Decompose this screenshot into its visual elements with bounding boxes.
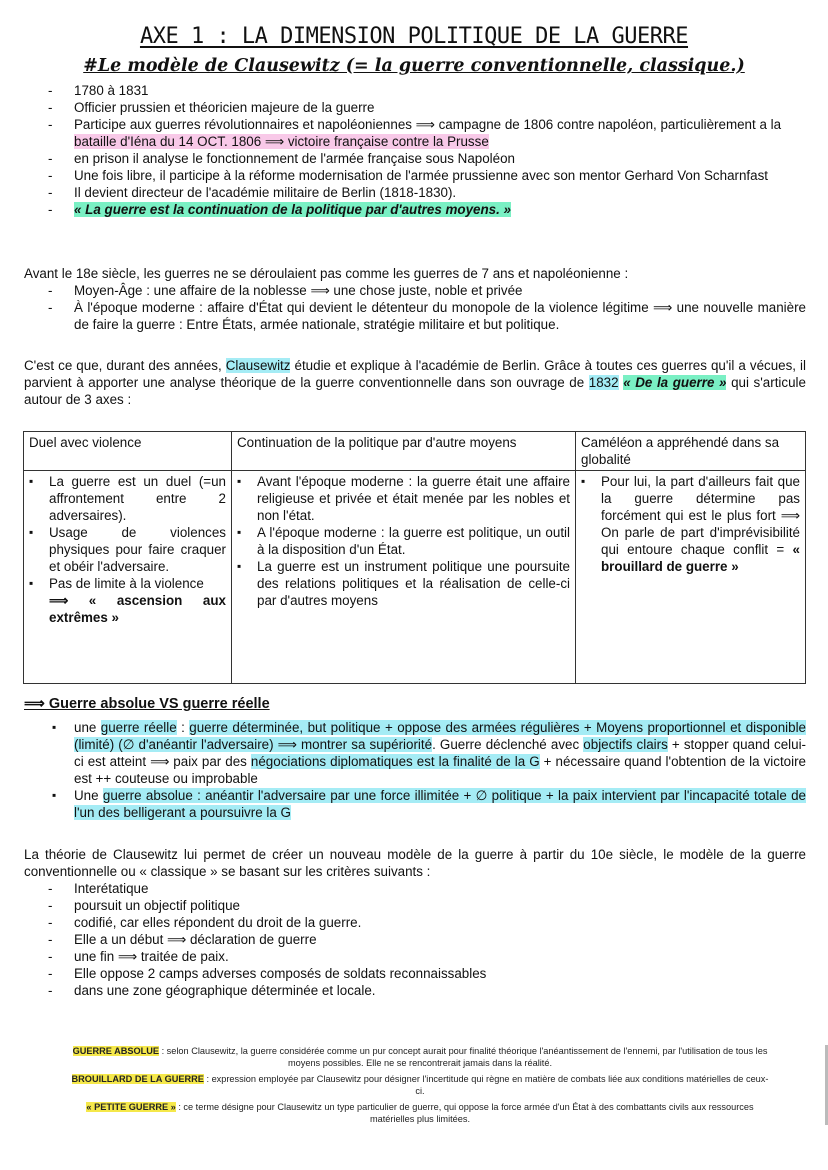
para-text: qui s'articule autour de 3 axes : xyxy=(24,375,806,407)
brouillard-text: « brouillard de guerre » xyxy=(601,542,800,574)
glossary-def: : expression employée par Clausewitz pour désigner l'incertitude qui règne en matière de combats liée aux conditions matérielles de ceux-ci. xyxy=(203,1074,769,1096)
before-section xyxy=(24,265,806,333)
list-item: - 1780 à 1831 xyxy=(24,82,806,99)
clausewitz-paragraph xyxy=(24,357,806,408)
highlight-clausewitz: Clausewitz xyxy=(225,358,291,373)
axes-table xyxy=(23,431,806,684)
list-item: - une fin ⟹ traitée de paix. xyxy=(24,948,806,965)
text: une xyxy=(74,720,101,735)
list-item: ▪ Usage de violences physiques pour faire craquer et obéir l'adversaire. xyxy=(29,524,226,575)
list-item xyxy=(29,575,226,626)
theory-section xyxy=(24,846,806,999)
list-item: - À l'époque moderne : affaire d'État qui devient le détenteur du monopole de la violence légitime ⟹ une nouvelle manière de faire la guerre : Entre États, armée nationale, stratégie militaire et but politique. xyxy=(24,299,806,333)
campaign-text: Participe aux guerres révolutionnaires et napoléoniennes ⟹ campagne de 1806 contre napoléon, particulièrement a la xyxy=(74,117,782,132)
list-item: - Officier prussien et théoricien majeure de la guerre xyxy=(24,99,806,116)
glossary-entry xyxy=(70,1073,770,1097)
list-item: - Elle a un début ⟹ déclaration de guerre xyxy=(24,931,806,948)
cell-text: Pour lui, la part d'ailleurs fait que la guerre détermine pas forcément qui est le plus fort ⟹ On parle de part d'imprévisibilité qui entoure chaque conflit = xyxy=(601,474,800,557)
before-intro: Avant le 18e siècle, les guerres ne se déroulaient pas comme les guerres de 7 ans et napoléonienne : xyxy=(24,266,629,281)
highlight: objectifs clairs xyxy=(583,737,668,752)
list-item: - Elle oppose 2 camps adverses composés de soldats reconnaissables xyxy=(24,965,806,982)
list-item: - en prison il analyse le fonctionnement de l'armée française sous Napoléon xyxy=(24,150,806,167)
list-item: - Il devient directeur de l'académie militaire de Berlin (1818-1830). xyxy=(24,184,806,201)
highlight: guerre absolue : anéantir l'adversaire par une force illimitée + ∅ politique + la paix intervient par l'incapacité totale de l'un des belligerant a poursuivre la G xyxy=(74,788,806,820)
list-item: - Moyen-Âge : une affaire de la noblesse ⟹ une chose juste, noble et privée xyxy=(24,282,806,299)
para-text: C'est ce que, durant des années, xyxy=(24,358,226,373)
list-item xyxy=(24,787,806,821)
section-heading: ⟹ Guerre absolue VS guerre réelle xyxy=(24,696,270,712)
theory-intro: La théorie de Clausewitz lui permet de créer un nouveau modèle de la guerre à partir du 10e siècle, le modèle de la guerre conventionnelle ou « classique » se basant sur les critères suivants : xyxy=(24,847,806,879)
glossary-term: « PETITE GUERRE » xyxy=(86,1102,176,1112)
list-item xyxy=(24,719,806,787)
list-item xyxy=(24,116,806,150)
list-item: ▪ Avant l'époque moderne : la guerre était une affaire religieuse et privée et était menée par les nobles et non l'état. xyxy=(237,473,570,524)
quote-highlight: « La guerre est la continuation de la politique par d'autres moyens. » xyxy=(74,202,511,217)
para-text: étudie et explique à l'académie de Berlin. Grâce à toutes ces guerres qu'il a vécues, il parvient à apporter une analyse théorique de la guerre conventionnelle dans son ouvrage de xyxy=(24,358,807,390)
highlight-book: « De la guerre » xyxy=(623,375,727,390)
highlight-jena: bataille d'Iéna du 14 OCT. 1806 ⟹ victoire française contre la Prusse xyxy=(74,134,489,149)
before-list xyxy=(24,282,806,333)
list-item: - dans une zone géographique déterminée et locale. xyxy=(24,982,806,999)
criteria-list xyxy=(24,880,806,999)
highlight: guerre réelle xyxy=(100,720,177,735)
page-subtitle: #Le modèle de Clausewitz (= la guerre conventionnelle, classique.) xyxy=(83,56,745,76)
list-item: ▪ La guerre est un duel (=un affrontement entre 2 adversaires). xyxy=(29,473,226,524)
text: + nécessaire quand l'obtention de la victoire est ++ couteuse ou improbable xyxy=(74,754,806,786)
text: Une xyxy=(74,788,103,803)
table-header: Caméléon a appréhendé dans sa globalité xyxy=(576,432,806,471)
ascension-text: ⟹ « ascension aux extrêmes » xyxy=(49,593,226,625)
cell-text: Pas de limite à la violence xyxy=(49,576,204,591)
table-header: Continuation de la politique par d'autre moyens xyxy=(232,432,576,471)
glossary-def: : ce terme désigne pour Clausewitz un type particulier de guerre, qui oppose la force armée d'un État à des combattants civils aux ressources matérielles plus limitées. xyxy=(175,1102,754,1124)
list-item: - poursuit un objectif politique xyxy=(24,897,806,914)
list-item: - Une fois libre, il participe à la réforme modernisation de l'armée prussienne avec son mentor Gerhard Von Scharnfast xyxy=(24,167,806,184)
highlight: négociations diplomatiques est la finalité de la G xyxy=(250,754,540,769)
page-title: AXE 1 : LA DIMENSION POLITIQUE DE LA GUERRE xyxy=(139,24,689,49)
glossary-term: BROUILLARD DE LA GUERRE xyxy=(71,1074,204,1084)
glossary-entry xyxy=(70,1045,770,1069)
table-cell-politique xyxy=(232,471,576,684)
glossary xyxy=(70,1045,770,1129)
table-cell-cameleon xyxy=(576,471,806,684)
highlight: guerre déterminée, but politique + oppose des armées régulières + Moyens proportionnel et disponible (limité) (∅ d'anéantir l'adversaire) ⟹ montrer sa supériorité xyxy=(74,720,806,752)
text: : xyxy=(176,720,190,735)
list-item: ▪ A l'époque moderne : la guerre est politique, un outil à la disposition d'un État. xyxy=(237,524,570,558)
glossary-term: GUERRE ABSOLUE xyxy=(72,1046,160,1056)
text: + stopper quand celui-ci est atteint ⟹ paix par des xyxy=(74,737,807,769)
guerre-list xyxy=(24,719,806,821)
list-item xyxy=(24,201,806,218)
list-item: ▪ La guerre est un instrument politique une poursuite des relations politiques et la réalisation de celle-ci par d'autres moyens xyxy=(237,558,570,609)
glossary-entry xyxy=(70,1101,770,1125)
table-header: Duel avec violence xyxy=(24,432,232,471)
list-item xyxy=(581,473,800,575)
bio-list xyxy=(24,82,806,218)
table-cell-duel xyxy=(24,471,232,684)
list-item: - codifié, car elles répondent du droit de la guerre. xyxy=(24,914,806,931)
text: . Guerre déclenché avec xyxy=(432,737,584,752)
highlight-year: 1832 xyxy=(588,375,619,390)
list-item: - Interétatique xyxy=(24,880,806,897)
glossary-def: : selon Clausewitz, la guerre considérée comme un pur concept aurait pour finalité théorique l'anéantissement de l'ennemi, par l'utilisation de tous les moyens possibles. Elle ne se rencontrerait jamais dans la réalité. xyxy=(159,1046,768,1068)
